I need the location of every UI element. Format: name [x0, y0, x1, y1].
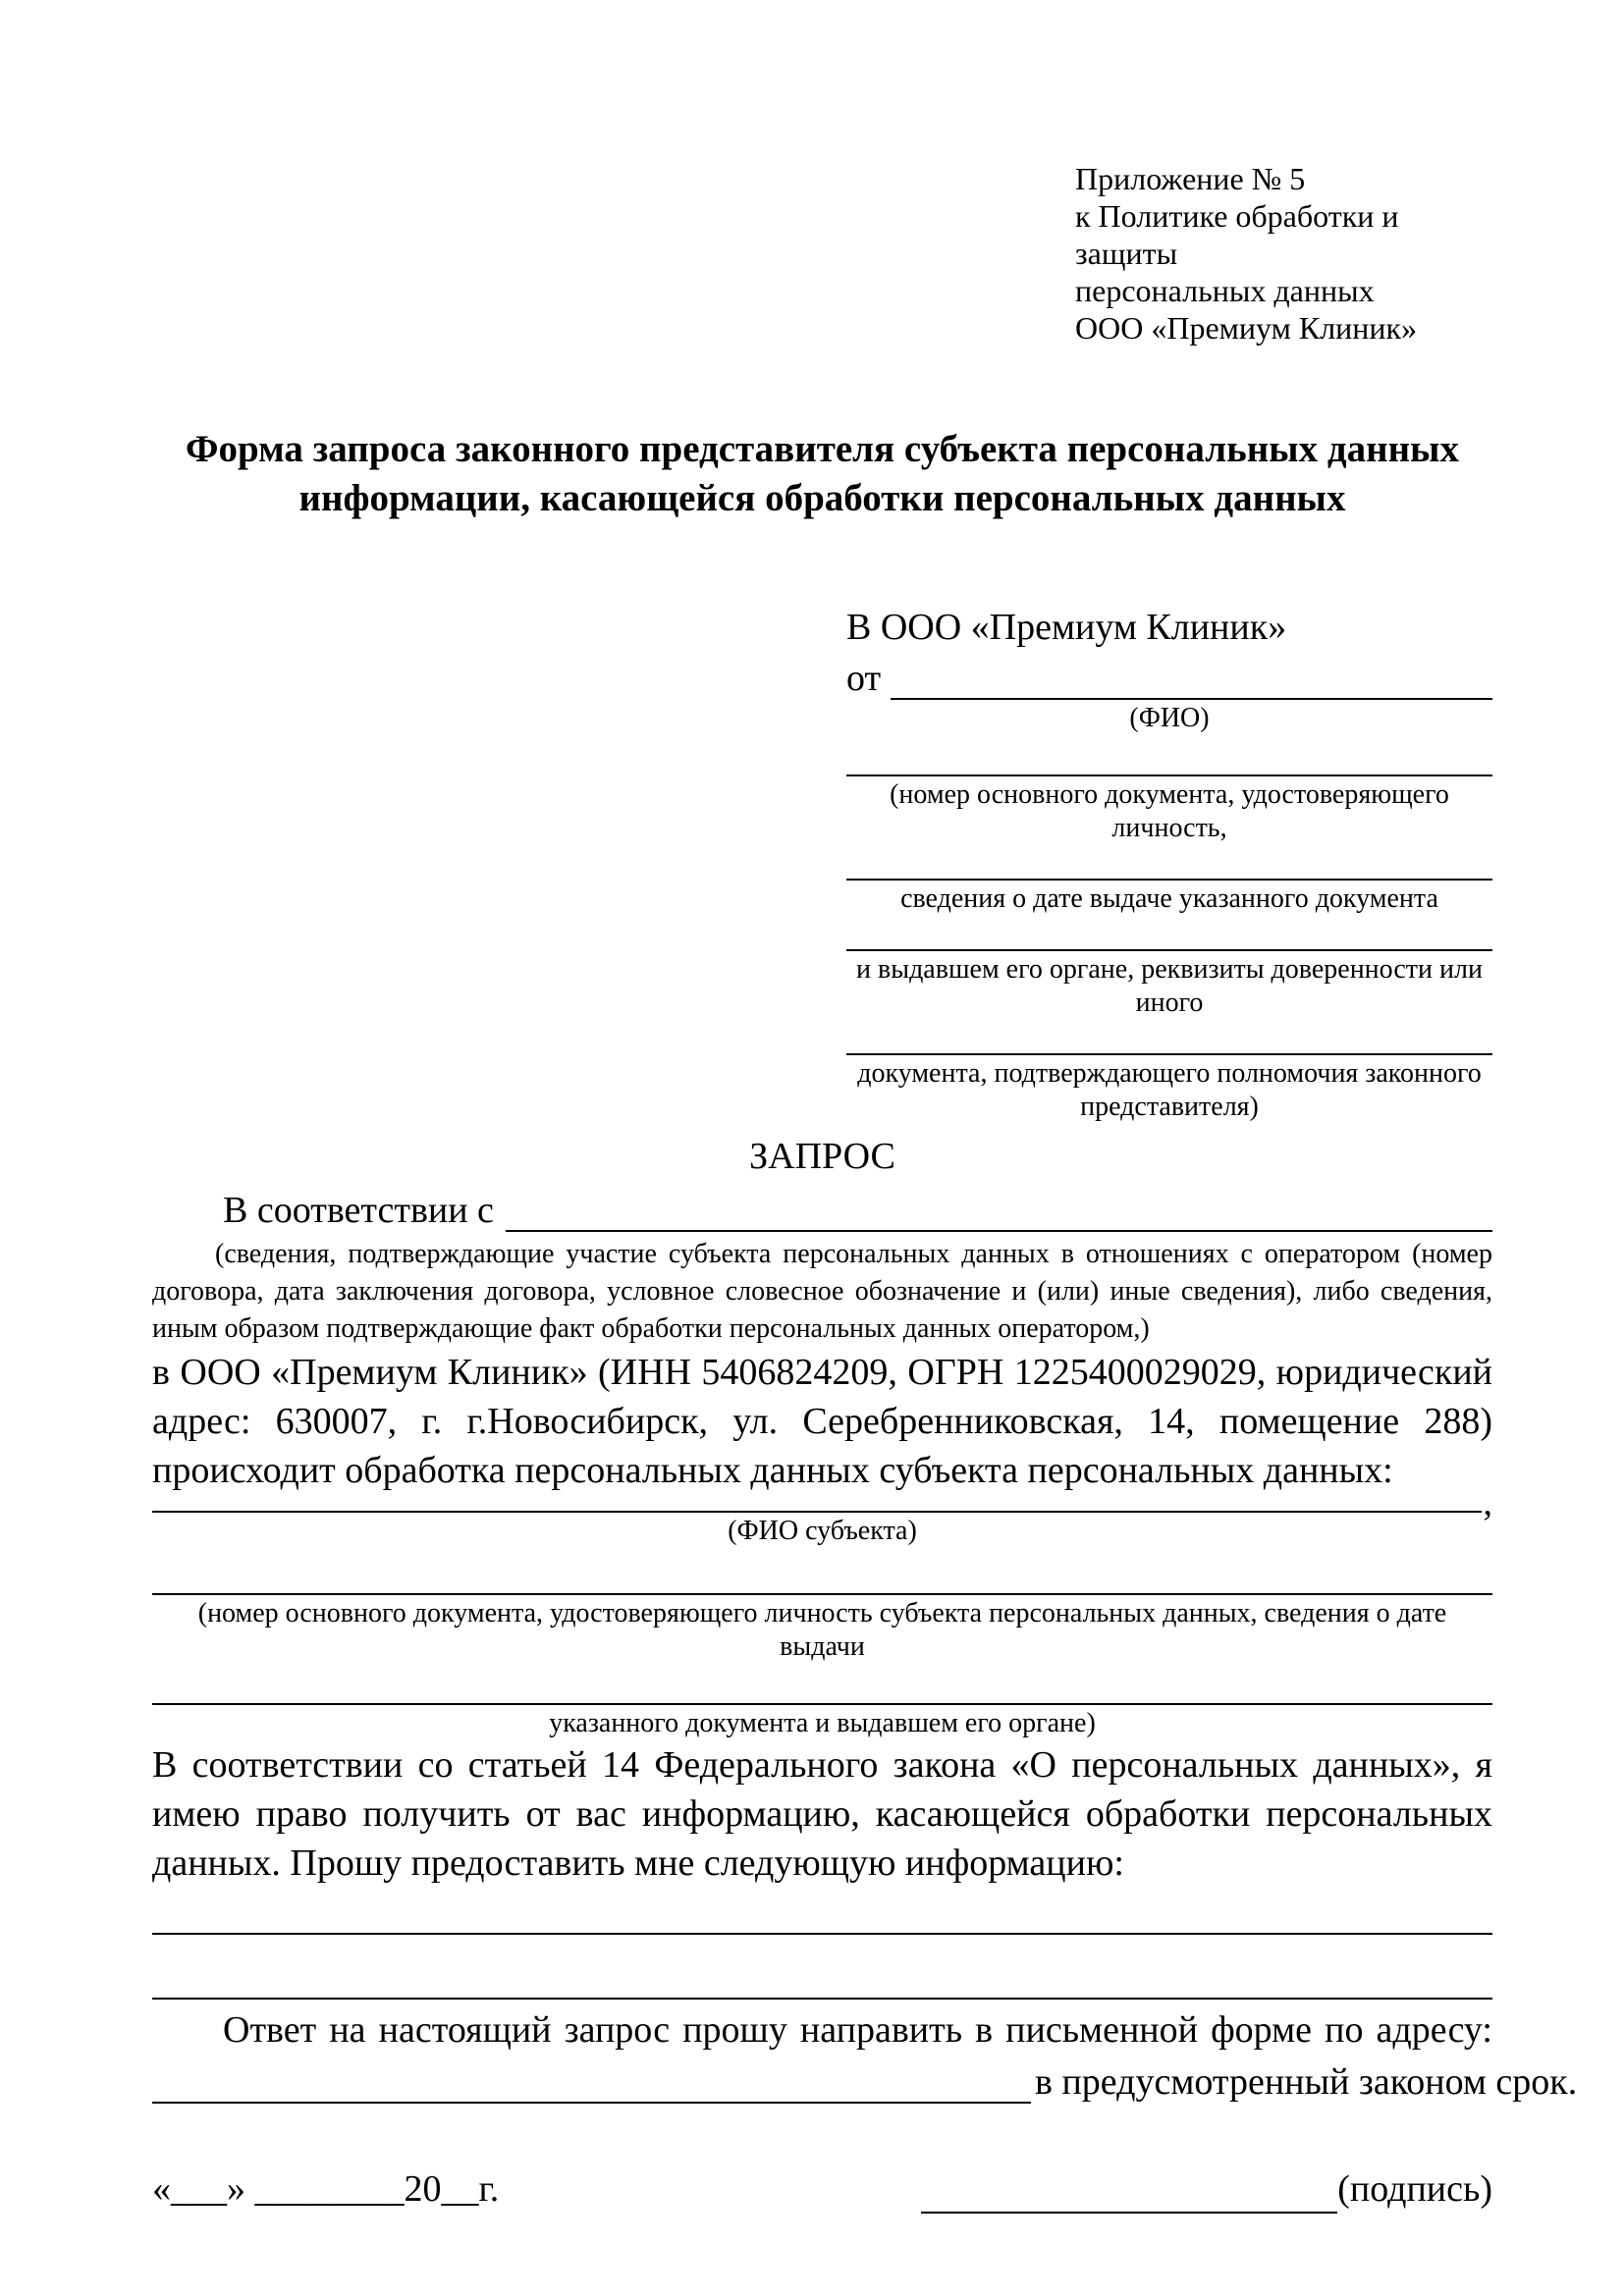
- law-paragraph: В соответствии со статьей 14 Федерального закона «О персональных данных», я имею право получить от вас информацию, касающейся обработки персональных данных. Прошу предоставить мне следующую информацию:: [152, 1744, 1492, 1884]
- doc-issue-date-caption: сведения о дате выдаче указанного документа: [900, 883, 1438, 914]
- doc-powers-caption: документа, подтверждающего полномочия законного представителя): [857, 1058, 1482, 1122]
- subject-doc-caption-2: указанного документа и выдавшем его органе): [549, 1708, 1096, 1738]
- from-blank-line: [891, 688, 1492, 700]
- annex-note-line3: персональных данных: [1075, 273, 1375, 308]
- annex-note-line1: Приложение № 5: [1075, 161, 1306, 196]
- subject-fio-caption: (ФИО субъекта): [728, 1516, 917, 1546]
- accordance-blank-line: [506, 1220, 1492, 1232]
- annex-note: [1075, 160, 1492, 347]
- addressee-company: В ООО «Премиум Клиник»: [846, 607, 1287, 648]
- subject-doc-blank-line-1: [152, 1548, 1492, 1595]
- annex-note-line2: к Политике обработки и защиты: [1075, 198, 1399, 271]
- subject-doc-blank-line-2: [152, 1664, 1492, 1705]
- operator-paragraph: в ООО «Премиум Клиник» (ИНН 5406824209, ОГРН 1225400029029, юридический адрес: 630007, г. г.Новосибирск, ул. Серебренниковская, 14, помещение 288) происходит обработка персональных данных субъекта персональных данных:: [152, 1352, 1492, 1491]
- doc-number-caption: (номер основного документа, удостоверяющего личность,: [890, 779, 1449, 843]
- annex-note-line4: ООО «Премиум Клиник»: [1075, 310, 1418, 346]
- signature-blank-line: [921, 2202, 1337, 2214]
- doc-powers-blank-line: [846, 1020, 1492, 1055]
- date-field: «___» ________20__г.: [152, 2168, 500, 2210]
- accordance-label: В соответствии с: [223, 1190, 494, 1231]
- doc-authority-blank-line: [846, 916, 1492, 951]
- signature-field: [921, 2164, 1492, 2214]
- footer-row: [152, 2164, 1492, 2214]
- accordance-field: [152, 1181, 1492, 1232]
- doc-number-blank-line: [846, 735, 1492, 776]
- fio-caption: (ФИО): [1129, 703, 1210, 733]
- subject-fio-blank-line: [152, 1501, 1482, 1513]
- document-title-line1: Форма запроса законного представителя субъекта персональных данных: [185, 428, 1460, 470]
- answer-tail-text: в предусмотренный законом срок.: [1035, 2061, 1578, 2103]
- answer-address-blank-line: [152, 2092, 1031, 2104]
- from-label: от: [846, 658, 882, 699]
- request-heading: ЗАПРОС: [749, 1136, 895, 1177]
- document-title-line2: информации, касающейся обработки персональных данных: [298, 477, 1346, 519]
- signature-caption: (подпись): [1337, 2168, 1492, 2210]
- answer-address-field: [152, 2055, 1578, 2104]
- requested-info-blank-line-2: [152, 1935, 1492, 2000]
- requested-info-blank-line-1: [152, 1888, 1492, 1935]
- participation-note: (сведения, подтверждающие участие субъекта персональных данных в отношениях с оператором (номер договора, дата заключения договора, условное словесное обозначение и (или) иные сведения), либо сведения, иным образом подтверждающие факт обработки персональных данных оператором,): [152, 1239, 1492, 1344]
- addressee-block: [846, 604, 1492, 1124]
- trailing-comma: ,: [1483, 1482, 1492, 1523]
- subject-fio-field: [152, 1482, 1492, 1523]
- subject-doc-caption-1: (номер основного документа, удостоверяющего личность субъекта персональных данных, сведения о дате выдачи: [197, 1598, 1447, 1662]
- answer-paragraph: Ответ на настоящий запрос прошу направить в письменной форме по адресу:: [223, 2009, 1492, 2051]
- doc-issue-date-blank-line: [846, 845, 1492, 881]
- document-title: [152, 425, 1492, 523]
- doc-authority-caption: и выдавшем его органе, реквизиты доверенности или иного: [856, 954, 1483, 1018]
- from-field: [846, 651, 1492, 700]
